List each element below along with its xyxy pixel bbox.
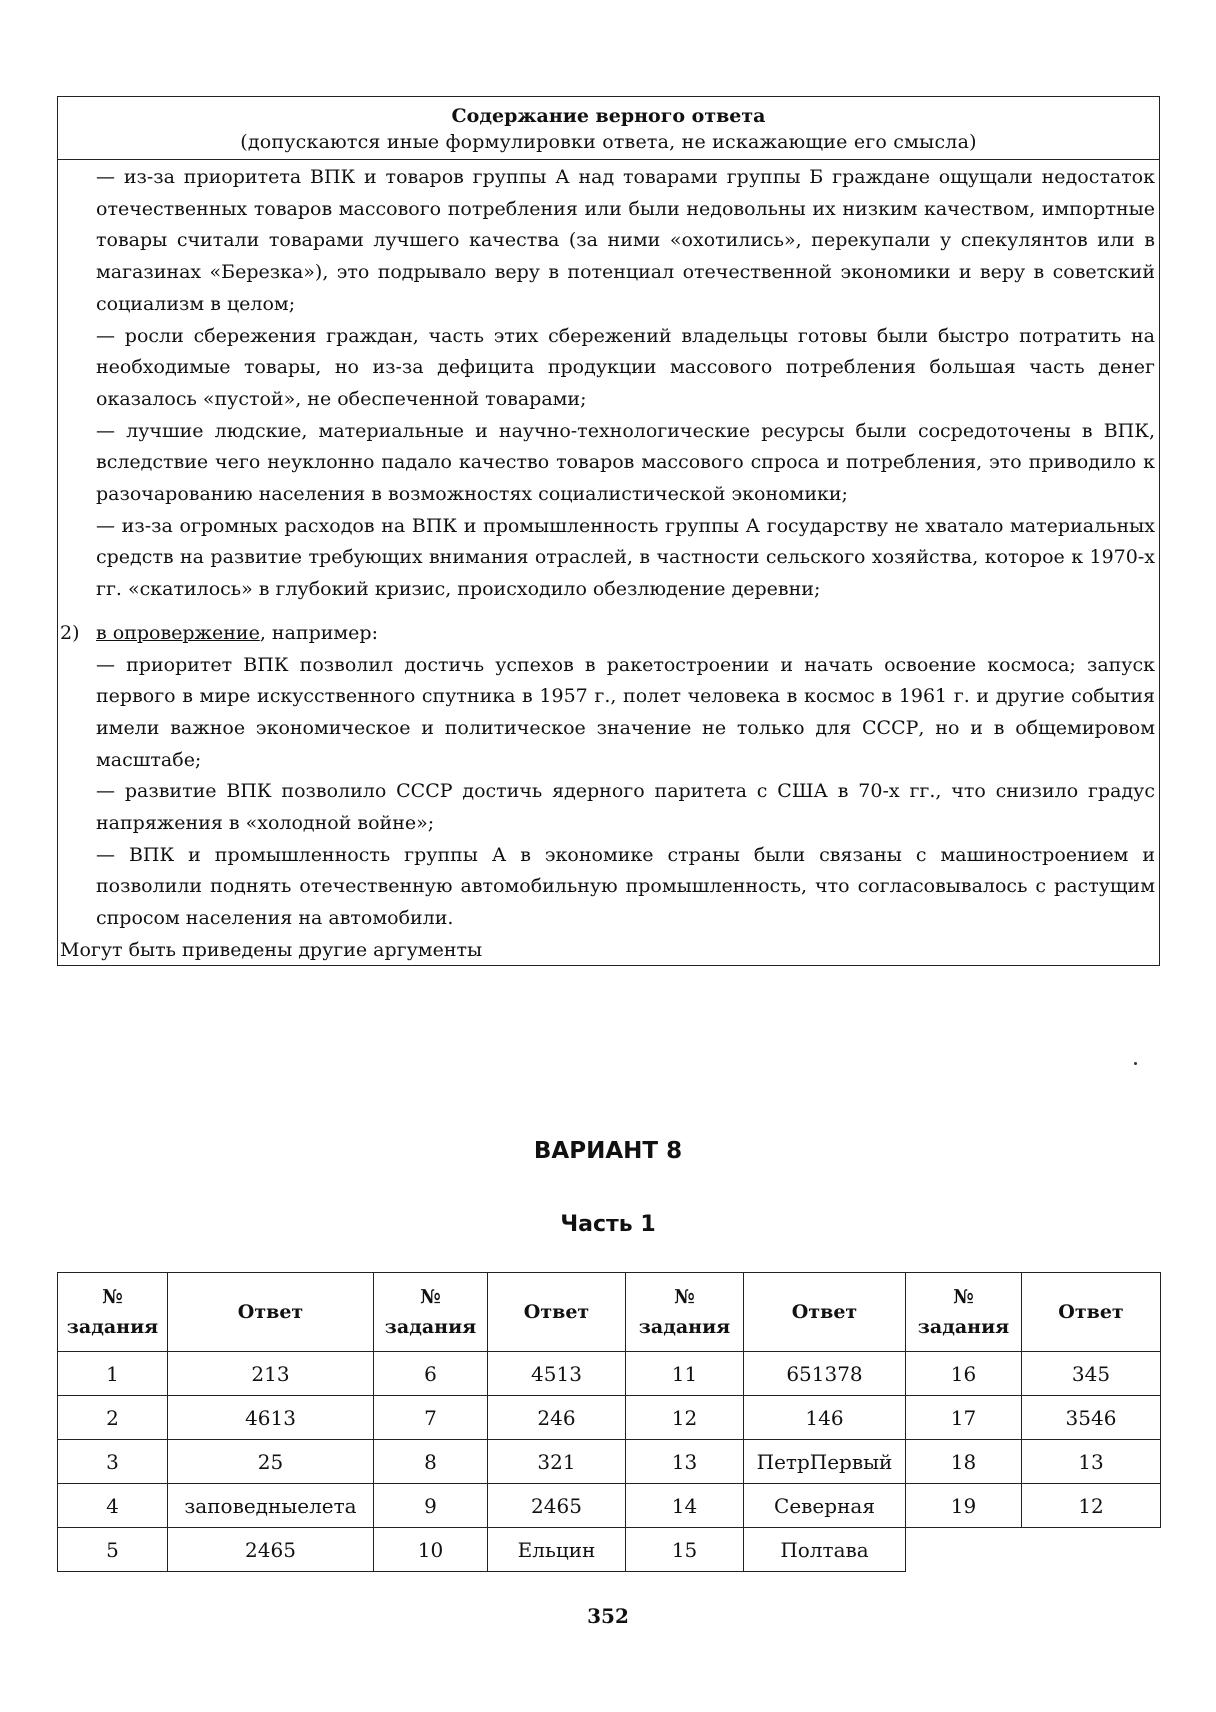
task-number-cell: 11	[626, 1352, 744, 1396]
answer-cell: 4613	[168, 1396, 374, 1440]
answer-cell: 4513	[488, 1352, 626, 1396]
header-task-number: № задания	[626, 1273, 744, 1352]
answers-table	[57, 1272, 1161, 1572]
task-number-cell: 9	[374, 1484, 488, 1528]
empty-cell	[1022, 1528, 1161, 1572]
task-number-cell: 6	[374, 1352, 488, 1396]
table-row	[58, 1528, 1161, 1572]
answer-cell: 2465	[488, 1484, 626, 1528]
task-number-cell: 16	[906, 1352, 1022, 1396]
argument-paragraph: — из-за приоритета ВПК и товаров группы А над товарами группы Б граждане ощущали недостаток отечественных товаров массового потребления или были недовольны их низким качеством, импортные товары считали товарами лучшего качества (за ними «охотились», перекупали у спекулянтов или в магазинах «Березка»), это подрывало веру в потенциал отечественной экономики и веру в советский социализм в целом;	[96, 166, 1155, 315]
item-2-label: в опровержение	[96, 621, 260, 644]
item-2-number: 2)	[60, 621, 80, 644]
argument-paragraph: — лучшие людские, материальные и научно-технологические ресурсы были сосредоточены в ВПК, вследствие чего неуклонно падало качество товаров массового спроса и потребления, это приводило к разочарованию населения в возможностях социалистической экономики;	[96, 419, 1155, 506]
print-speck	[1134, 1062, 1137, 1065]
table-header-row	[58, 1273, 1161, 1352]
header-answer: Ответ	[1022, 1273, 1161, 1352]
empty-cell	[906, 1528, 1022, 1572]
answer-footnote: Могут быть приведены другие аргументы	[60, 938, 483, 961]
item-2-suffix: , например:	[259, 621, 378, 644]
answer-cell: 13	[1022, 1440, 1161, 1484]
answer-cell: ПетрПервый	[744, 1440, 906, 1484]
answer-cell: Ельцин	[488, 1528, 626, 1572]
answer-cell: 146	[744, 1396, 906, 1440]
task-number-cell: 10	[374, 1528, 488, 1572]
task-number-cell: 3	[58, 1440, 168, 1484]
answer-cell: Полтава	[744, 1528, 906, 1572]
table-row	[58, 1484, 1161, 1528]
table-row	[58, 1396, 1161, 1440]
header-answer: Ответ	[168, 1273, 374, 1352]
task-number-cell: 15	[626, 1528, 744, 1572]
answer-box-subtitle: (допускаются иные формулировки ответа, не искажающие его смысла)	[240, 131, 977, 153]
answer-box-body	[58, 160, 1159, 965]
task-number-cell: 19	[906, 1484, 1022, 1528]
task-number-cell: 7	[374, 1396, 488, 1440]
answer-cell: 651378	[744, 1352, 906, 1396]
task-number-cell: 17	[906, 1396, 1022, 1440]
header-task-number: № задания	[374, 1273, 488, 1352]
header-answer: Ответ	[744, 1273, 906, 1352]
answer-cell: 2465	[168, 1528, 374, 1572]
task-number-cell: 18	[906, 1440, 1022, 1484]
answer-cell: 25	[168, 1440, 374, 1484]
answer-box-title: Содержание верного ответа	[451, 105, 766, 127]
answer-cell: 12	[1022, 1484, 1161, 1528]
task-number-cell: 8	[374, 1440, 488, 1484]
variant-title: ВАРИАНТ 8	[533, 1138, 683, 1164]
counter-argument-paragraph: — развитие ВПК позволило СССР достичь ядерного паритета с США в 70-х гг., что снизило градус напряжения в «холодной войне»;	[96, 780, 1155, 835]
task-number-cell: 13	[626, 1440, 744, 1484]
header-task-number: № задания	[906, 1273, 1022, 1352]
header-answer: Ответ	[488, 1273, 626, 1352]
page-number: 352	[587, 1604, 629, 1628]
argument-paragraph: — росли сбережения граждан, часть этих сбережений владельцы готовы были быстро потратить на необходимые товары, но из-за дефицита продукции массового потребления большая часть денег оказалось «пустой», не обеспеченной товарами;	[96, 324, 1155, 410]
answer-cell: 246	[488, 1396, 626, 1440]
task-number-cell: 5	[58, 1528, 168, 1572]
task-number-cell: 4	[58, 1484, 168, 1528]
argument-paragraph: — из-за огромных расходов на ВПК и промышленность группы А государству не хватало материальных средств на развитие требующих внимания отраслей, в частности сельского хозяйства, которое к 1970-х гг. «скатилось» в глубокий кризис, происходило обезлюдение деревни;	[96, 514, 1155, 601]
task-number-cell: 12	[626, 1396, 744, 1440]
answer-cell: 345	[1022, 1352, 1161, 1396]
task-number-cell: 14	[626, 1484, 744, 1528]
answer-cell: Северная	[744, 1484, 906, 1528]
table-row	[58, 1440, 1161, 1484]
task-number-cell: 2	[58, 1396, 168, 1440]
table-row	[58, 1352, 1161, 1396]
answer-content-box	[57, 96, 1160, 966]
answer-cell: 3546	[1022, 1396, 1161, 1440]
answer-box-header	[58, 97, 1159, 160]
item-2-heading	[58, 618, 1159, 650]
task-number-cell: 1	[58, 1352, 168, 1396]
part-title: Часть 1	[560, 1212, 656, 1237]
counter-argument-paragraph: — приоритет ВПК позволил достичь успехов в ракетостроении и начать освоение космоса; запуск первого в мире искусственного спутника в 1957 г., полет человека в космос в 1961 г. и другие события имели важное экономическое и политическое значение не только для СССР, но и в общемировом масштабе;	[96, 653, 1155, 771]
answer-cell: заповедныелета	[168, 1484, 374, 1528]
answer-cell: 213	[168, 1352, 374, 1396]
answer-cell: 321	[488, 1440, 626, 1484]
counter-argument-paragraph: — ВПК и промышленность группы А в экономике страны были связаны с машиностроением и позволили поднять отечественную автомобильную промышленность, что согласовывалось с растущим спросом населения на автомобили.	[96, 843, 1155, 930]
header-task-number: № задания	[58, 1273, 168, 1352]
